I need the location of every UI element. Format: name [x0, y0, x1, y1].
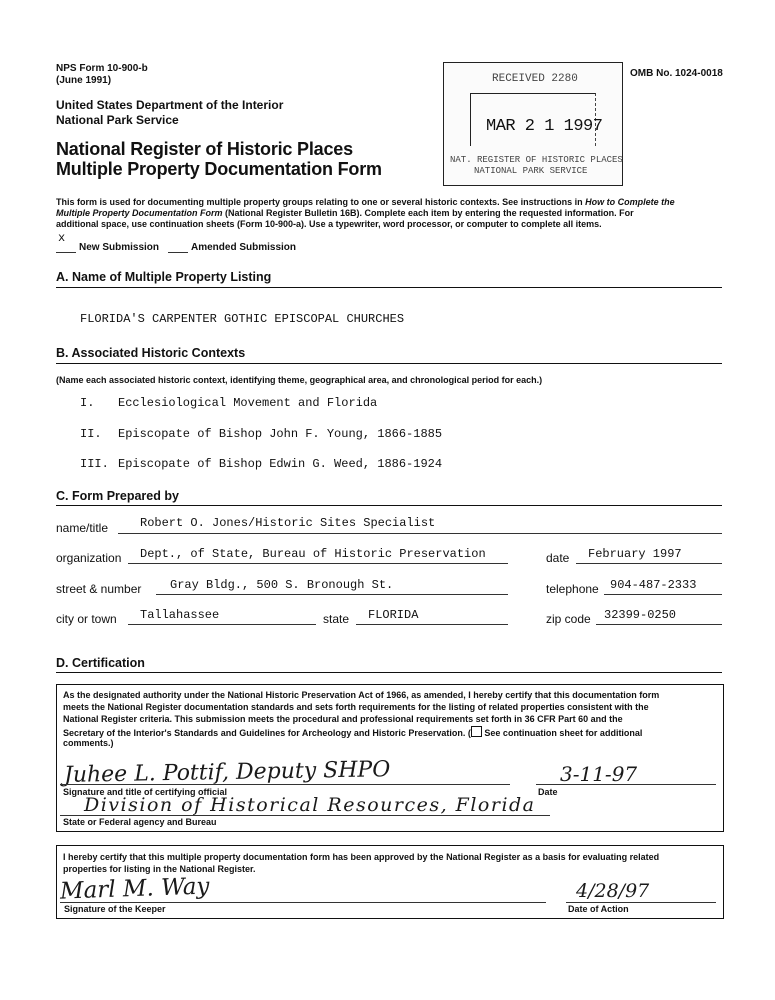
- state-value[interactable]: FLORIDA: [368, 608, 419, 622]
- street-label: street & number: [56, 582, 142, 596]
- context-num-3: III.: [80, 457, 109, 471]
- certification-date: 3-11-97: [560, 762, 638, 786]
- context-text-1: Ecclesiological Movement and Florida: [118, 396, 378, 410]
- certification-line1: As the designated authority under the National Historic Preservation Act of 1966, as amended, I hereby certify that this documentation form: [63, 690, 660, 700]
- intro-line1: This form is used for documenting multiple property groups relating to one or several historic contexts. See instructions in How to Complete the: [56, 197, 675, 207]
- certification-line2: meets the National Register documentation standards and sets forth requirements for the listing of related properties consistent with the: [63, 702, 649, 712]
- city-label: city or town: [56, 612, 117, 626]
- new-submission-mark[interactable]: x: [58, 231, 66, 245]
- nr-certification-line2: properties for listing in the National Register.: [63, 864, 256, 874]
- continuation-checkbox[interactable]: [471, 726, 482, 737]
- multiple-property-name: FLORIDA'S CARPENTER GOTHIC EPISCOPAL CHURCHES: [80, 312, 405, 326]
- organization-label: organization: [56, 551, 122, 565]
- form-number: NPS Form 10-900-b: [56, 63, 148, 74]
- date-label-cert: Date: [538, 787, 558, 797]
- signature-label: Signature and title of certifying official: [63, 787, 228, 797]
- telephone-label: telephone: [546, 582, 599, 596]
- state-label: state: [323, 612, 350, 626]
- intro-line3: additional space, use continuation sheets (Form 10-900-a). Use a typewriter, word processor, or computer to complete all items.: [56, 219, 602, 229]
- nr-certification-line1: I hereby certify that this multiple property documentation form has been approved by the National Register as a basis for evaluating related: [63, 852, 660, 862]
- intro-line2: Multiple Property Documentation Form (National Register Bulletin 16B). Complete each item by entering the requested information. For: [56, 208, 634, 218]
- agency-handwritten: Division of Historical Resources, Florida: [84, 794, 536, 816]
- agency-name: National Park Service: [56, 113, 179, 127]
- certification-line3: National Register criteria. This submission meets the procedural and professional requirements set forth in 36 CFR Part 60 and the: [63, 714, 623, 724]
- agency-label: State or Federal agency and Bureau: [63, 817, 217, 827]
- context-text-2: Episcopate of Bishop John F. Young, 1866-1885: [118, 427, 443, 441]
- context-num-1: I.: [80, 396, 95, 410]
- certifying-signature: Juhee L. Pottif, Deputy SHPO: [63, 757, 391, 788]
- new-submission-label: New Submission: [79, 242, 160, 253]
- section-a-heading: A. Name of Multiple Property Listing: [56, 270, 272, 284]
- context-num-2: II.: [80, 427, 102, 441]
- certification-line4: Secretary of the Interior's Standards and Guidelines for Archeology and Historic Preservation. ( See continuation sheet for additional: [63, 728, 643, 738]
- keeper-date: 4/28/97: [576, 880, 650, 902]
- stamp-received-text: RECEIVED 2280: [492, 73, 578, 85]
- form-title-line2: Multiple Property Documentation Form: [56, 159, 382, 179]
- form-title-line1: National Register of Historic Places: [56, 139, 353, 159]
- omb-number: OMB No. 1024-0018: [630, 68, 723, 79]
- section-d-heading: D. Certification: [56, 656, 145, 670]
- name-title-value[interactable]: Robert O. Jones/Historic Sites Specialist: [140, 516, 436, 530]
- stamp-date: MAR 2 1 1997: [486, 117, 603, 136]
- street-value[interactable]: Gray Bldg., 500 S. Bronough St.: [170, 578, 394, 592]
- department-name: United States Department of the Interior: [56, 98, 284, 112]
- zip-value[interactable]: 32399-0250: [604, 608, 677, 622]
- telephone-value[interactable]: 904-487-2333: [610, 578, 697, 592]
- stamp-line1: NAT. REGISTER OF HISTORIC PLACES: [450, 155, 623, 165]
- organization-value[interactable]: Dept., of State, Bureau of Historic Preservation: [140, 547, 486, 561]
- section-c-heading: C. Form Prepared by: [56, 489, 179, 503]
- context-text-3: Episcopate of Bishop Edwin G. Weed, 1886-1924: [118, 457, 443, 471]
- received-stamp: [443, 62, 623, 186]
- date-label: date: [546, 551, 570, 565]
- zip-label: zip code: [546, 612, 591, 626]
- date-of-action-label: Date of Action: [568, 904, 629, 914]
- certification-line5: comments.): [63, 738, 114, 748]
- section-b-instruction: (Name each associated historic context, identifying theme, geographical area, and chronological period for each.): [56, 375, 543, 385]
- name-title-label: name/title: [56, 521, 109, 535]
- section-b-heading: B. Associated Historic Contexts: [56, 346, 246, 360]
- form-date: (June 1991): [56, 75, 112, 86]
- date-value[interactable]: February 1997: [588, 547, 682, 561]
- keeper-label: Signature of the Keeper: [64, 904, 166, 914]
- amended-submission-label: Amended Submission: [191, 242, 297, 253]
- stamp-line2: NATIONAL PARK SERVICE: [474, 166, 588, 176]
- city-value[interactable]: Tallahassee: [140, 608, 220, 622]
- keeper-signature: Marl M. Way: [59, 873, 210, 905]
